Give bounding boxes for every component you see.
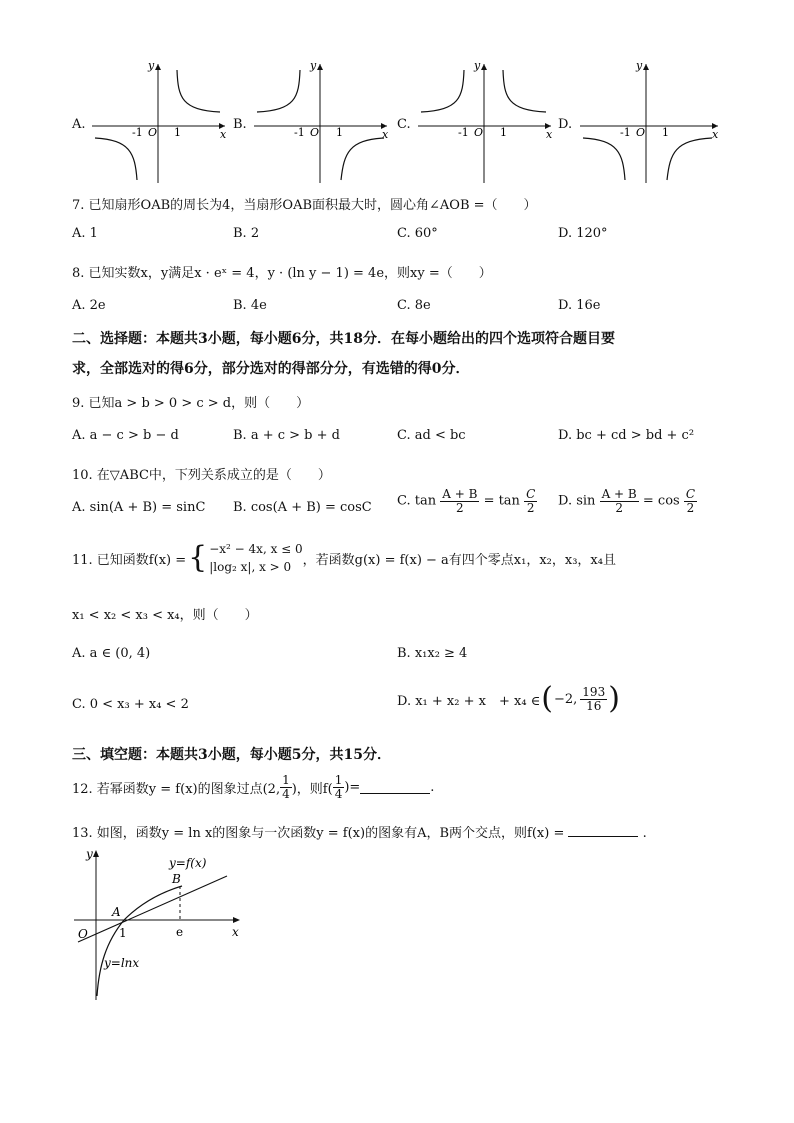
section2-heading-line2: 求，全部选对的得6分，部分选对的得部分分，有选错的得0分． [72,361,470,377]
q12-answer-blank[interactable] [360,781,430,794]
graph-c [416,58,556,186]
svg-text:-1: -1 [458,126,469,139]
graph-label-d: D. [558,117,573,132]
svg-text:x: x [382,128,389,141]
q8-option-b[interactable]: B. 4e [233,298,267,313]
origin-label: O [148,126,158,139]
q9-option-a[interactable]: A. a − c > b − d [72,428,179,443]
svg-text:-1: -1 [294,126,305,139]
svg-text:y: y [310,59,317,72]
svg-text:y: y [636,59,643,72]
fig-line-label: y=f(x) [169,856,207,870]
svg-text:O: O [310,126,320,139]
tick-neg: -1 [132,126,143,139]
q9-option-d[interactable]: D. bc + cd > bd + c² [558,428,695,443]
q9-option-b[interactable]: B. a + c > b + d [233,428,340,443]
svg-text:-1: -1 [620,126,631,139]
q9-stem: 9. 已知a > b > 0 > c > d，则（ ） [72,396,310,411]
q11-line2: x₁ < x₂ < x₃ < x₄，则（ ） [72,608,258,623]
q7-stem: 7. 已知扇形OAB的周长为4，当扇形OAB面积最大时，圆心角∠AOB =（ ） [72,198,537,213]
fig-y-label: y [86,847,93,861]
q11-case1: −x² − 4x, x ≤ 0 [209,542,303,556]
q7-option-d[interactable]: D. 120° [558,226,608,241]
svg-text:1: 1 [500,126,507,139]
graph-b [252,58,392,186]
q7-option-c[interactable]: C. 60° [397,226,438,241]
section3-heading: 三、填空题：本题共3小题，每小题5分，共15分． [72,747,391,763]
fig-one-label: 1 [119,926,127,940]
q11-option-a[interactable]: A. a ∈ (0, 4) [72,646,151,661]
graph-label-a: A. [72,117,86,132]
fig-origin-label: O [78,927,88,941]
q10-option-a[interactable]: A. sin(A + B) = sinC [72,500,206,515]
graph-label-c: C. [397,117,411,132]
graph-a [90,58,230,186]
fig-ln-label: y=lnx [104,956,140,970]
graph-label-b: B. [233,117,247,132]
q10-stem: 10. 在▽ABC中，下列关系成立的是（ ） [72,468,331,483]
q13-stem: 13. 如图，函数y = ln x的图象与一次函数y = f(x)的图象有A，B两个交点，则f(x) = . [72,826,647,841]
q10-option-c[interactable]: C. tan $\frac{A + B}{2}$ = tan $\frac{C}{2}$ [397,487,536,515]
q11-option-c[interactable]: C. 0 < x₃ + x₄ < 2 [72,697,189,712]
fig-x-label: x [232,925,239,939]
svg-text:1: 1 [336,126,343,139]
svg-text:1: 1 [662,126,669,139]
q13-answer-blank[interactable] [568,824,638,837]
graph-d [578,58,723,186]
q8-stem: 8. 已知实数x，y满足x · eˣ = 4，y · (ln y − 1) = 4e，则xy =（ ） [72,266,492,281]
q11-case2: |log₂ x|, x > 0 [209,560,292,574]
svg-text:O: O [474,126,484,139]
q7-option-a[interactable]: A. 1 [72,226,98,241]
svg-text:x: x [712,128,719,141]
q12-stem: 12. 若幂函数y = f(x)的图象过点(2, $\frac{1}{4}$ )，则f( $\frac{1}{4}$ )= . [72,773,435,801]
section2-heading-line1: 二、选择题：本题共3小题，每小题6分，共18分．在每小题给出的四个选项符合题目要 [72,331,615,347]
fig-e-label: e [176,925,184,939]
y-axis-label: y [148,59,155,72]
q8-option-a[interactable]: A. 2e [72,298,106,313]
svg-text:O: O [636,126,646,139]
fig-point-b: B [172,872,181,886]
q7-option-b[interactable]: B. 2 [233,226,260,241]
svg-text:x: x [546,128,553,141]
q9-option-c[interactable]: C. ad < bc [397,428,466,443]
q13-figure [72,846,252,1004]
q10-option-d[interactable]: D. sin $\frac{A + B}{2}$ = cos $\frac{C}{2}$ [558,487,696,515]
tick-pos: 1 [174,126,181,139]
q8-option-c[interactable]: C. 8e [397,298,431,313]
svg-text:y: y [474,59,481,72]
q8-option-d[interactable]: D. 16e [558,298,601,313]
x-axis-label: x [220,128,227,141]
fig-point-a: A [112,905,121,919]
q10-option-b[interactable]: B. cos(A + B) = cosC [233,500,372,515]
q11-stem: 11. 已知函数f(x) = { −x² − 4x, x ≤ 0 |log₂ x|, x > 0 ，若函数g(x) = f(x) − a有四个零点x₁，x₂，x₃，x₄且 [72,540,616,575]
q11-option-b[interactable]: B. x₁x₂ ≥ 4 [397,646,468,661]
q11-option-d[interactable]: D. x₁ + x₂ + x + x₄ ∈ ( −2, $\frac{193}{16}$ ) [397,681,620,716]
